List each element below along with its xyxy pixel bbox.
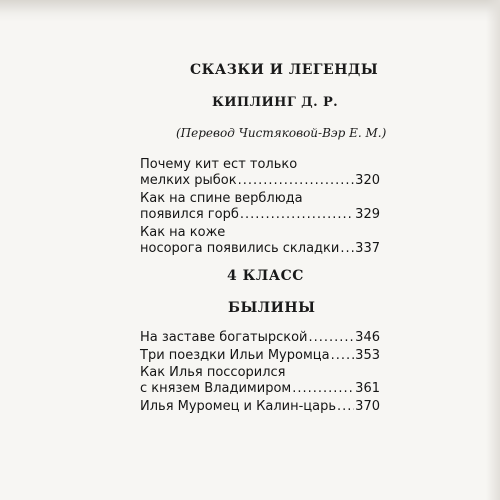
toc-entry [140,191,380,223]
toc-entry [140,348,380,364]
toc-entry [140,399,380,415]
entry-title-line2: с князем Владимиром [140,381,292,396]
entry-title-line1: Как Илья поссорился [140,365,286,380]
toc-entry [140,225,380,257]
toc-entry [140,330,380,346]
entry-title-line1: Как на спине верблюда [140,191,303,206]
section-title: СКАЗКИ И ЛЕГЕНДЫ [190,62,379,78]
leader-dots [240,207,354,223]
leader-dots [331,348,355,364]
entry-page-number: 329 [355,207,380,222]
leader-dots [292,381,354,397]
grade-title: 4 КЛАСС [227,268,304,284]
entry-title-line1: Как на коже [140,225,226,240]
author-name: КИПЛИНГ Д. Р. [212,95,339,110]
translator-note: (Перевод Чистяковой-Вэр Е. М.) [176,126,387,140]
entry-title-line2: мелких рыбок [140,173,237,188]
entry-page-number: 353 [355,348,380,363]
entry-page-number: 337 [355,241,380,256]
scan-edge-right [486,0,500,500]
entry-title-line2: носорога появились складки [140,241,340,256]
entry-title: Три поездки Ильи Муромца [140,348,330,363]
entry-title: Илья Муромец и Калин-царь [140,399,337,414]
leader-dots [340,241,354,257]
entry-title-line1: Почему кит ест только [140,157,298,172]
leader-dots [238,173,355,189]
leader-dots [309,330,355,346]
entry-page-number: 361 [355,381,380,396]
entry-title-line2: появился горб [140,207,239,222]
leader-dots [337,399,354,415]
entry-title: На заставе богатырской [140,330,308,345]
toc-entry [140,157,380,189]
toc-entry [140,365,380,397]
entry-page-number: 346 [355,330,380,345]
scan-edge-top [0,0,500,22]
entry-page-number: 320 [355,173,380,188]
byliny-title: БЫЛИНЫ [228,300,316,316]
entry-page-number: 370 [355,399,380,414]
